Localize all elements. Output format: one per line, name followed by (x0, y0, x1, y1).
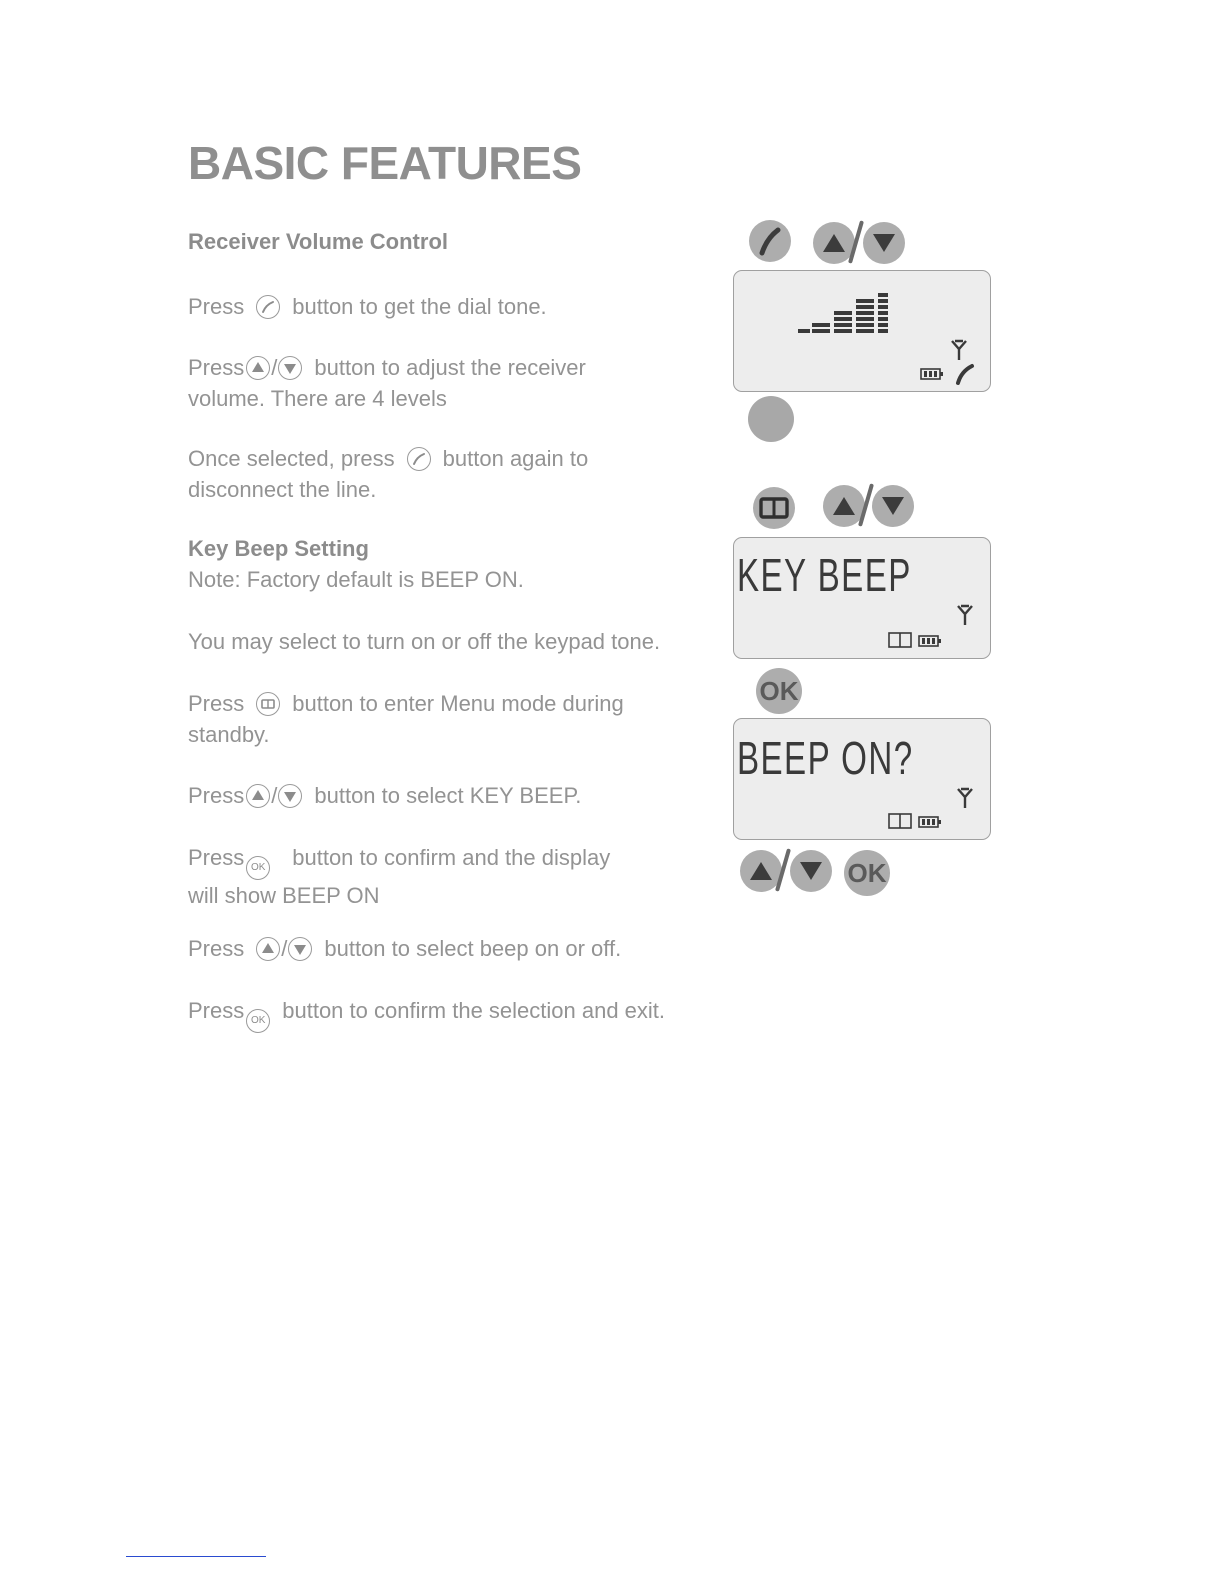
key-beep-step-2-post: button to select KEY BEEP. (314, 783, 582, 808)
key-beep-step-1-post: button to enter Menu mode during (292, 691, 624, 716)
talk-button-icon (407, 447, 431, 471)
key-beep-step-1 (188, 688, 624, 750)
up-button-icon (256, 937, 280, 961)
up-button-icon (246, 356, 270, 380)
volume-bar-block (812, 323, 830, 327)
volume-bar-base (798, 329, 810, 333)
volume-bar-block (878, 305, 888, 309)
key-beep-step-1-pre: Press (188, 691, 245, 716)
key-beep-step-5-post: button to confirm the selection and exit. (282, 998, 666, 1023)
volume-bar-block (834, 323, 852, 327)
signal-antenna-icon (956, 604, 974, 626)
separator: / (271, 355, 278, 380)
ok-button-icon: OK (246, 1009, 270, 1033)
ok-button-icon: OK (246, 856, 270, 880)
lcd-beep-on-display (733, 718, 991, 840)
volume-bar-block (834, 317, 852, 321)
menu-book-button-icon (753, 487, 795, 529)
key-beep-step-2 (188, 780, 581, 811)
down-button-icon (790, 850, 832, 892)
key-beep-step-5 (188, 995, 665, 1033)
volume-bar-block (878, 323, 888, 327)
key-beep-step-1-line2: standby. (188, 722, 270, 747)
receiver-step-3 (188, 443, 588, 505)
key-beep-step-3-post: button to confirm and the display (292, 845, 611, 870)
ok-button-icon (844, 850, 890, 896)
volume-bar-block (856, 305, 874, 309)
key-beep-step-4 (188, 933, 621, 964)
key-beep-note: Note: Factory default is BEEP ON. (188, 567, 524, 592)
volume-bar-3 (856, 299, 874, 333)
volume-bar-block (834, 311, 852, 315)
volume-bar-block (856, 299, 874, 303)
key-beep-step-5-pre: Press (188, 998, 245, 1023)
signal-antenna-icon (956, 787, 974, 809)
receiver-step-2 (188, 352, 586, 414)
lcd-beep-on-text: BEEP ON? (737, 732, 914, 784)
key-beep-intro: You may select to turn on or off the keypad tone. (188, 629, 661, 654)
receiver-step-3-line2: disconnect the line. (188, 477, 377, 502)
footer-rule (126, 1556, 266, 1557)
key-beep-step-3 (188, 842, 610, 911)
receiver-step-3-post: button again to (442, 446, 589, 471)
menu-book-icon (256, 692, 280, 716)
key-beep-step-4-pre: Press (188, 936, 245, 961)
volume-bar-block (878, 329, 888, 333)
down-button-icon (278, 356, 302, 380)
menu-book-icon (888, 812, 912, 830)
receiver-step-1 (188, 291, 547, 322)
volume-level-bars (798, 293, 888, 335)
key-beep-heading: Key Beep Setting (188, 536, 369, 561)
battery-icon (918, 815, 942, 829)
volume-bar-block (834, 329, 852, 333)
volume-bar-block (856, 311, 874, 315)
signal-antenna-icon (950, 339, 968, 361)
volume-bar-2 (834, 311, 852, 333)
up-button-icon (246, 784, 270, 808)
volume-bar-1 (812, 323, 830, 333)
separator: / (281, 936, 288, 961)
receiver-step-2-post: button to adjust the receiver (314, 355, 586, 380)
talk-button-icon (256, 295, 280, 319)
battery-icon (918, 634, 942, 648)
talk-button-press-icon (748, 396, 794, 442)
separator: / (271, 783, 278, 808)
key-beep-step-2-pre: Press (188, 783, 245, 808)
battery-icon (920, 367, 944, 381)
talk-button-icon (749, 220, 791, 262)
down-button-icon (278, 784, 302, 808)
receiver-volume-heading: Receiver Volume Control (188, 229, 448, 254)
key-beep-step-3-line2: will show BEEP ON (188, 883, 380, 908)
volume-bar-block (812, 329, 830, 333)
receiver-step-2-pre: Press (188, 355, 245, 380)
volume-bar-block (856, 329, 874, 333)
menu-book-icon (888, 631, 912, 649)
receiver-step-1-pre: Press (188, 294, 245, 319)
receiver-step-2-line2: volume. There are 4 levels (188, 386, 447, 411)
volume-bar-block (878, 299, 888, 303)
receiver-step-1-post: button to get the dial tone. (292, 294, 547, 319)
volume-bar-4 (878, 293, 888, 333)
volume-bar-block (878, 317, 888, 321)
off-hook-phone-icon (954, 363, 976, 385)
ok-button-label: OK (759, 675, 799, 706)
key-beep-step-3-pre: Press (188, 845, 245, 870)
lcd-volume-display (733, 270, 991, 392)
receiver-step-3-pre: Once selected, press (188, 446, 395, 471)
volume-bar-block (856, 317, 874, 321)
page-title: BASIC FEATURES (188, 137, 582, 189)
down-button-icon (288, 937, 312, 961)
lcd-key-beep-display (733, 537, 991, 659)
volume-bar-block (856, 323, 874, 327)
volume-bar-block (878, 293, 888, 297)
down-button-icon (863, 222, 905, 264)
ok-button-icon (756, 668, 802, 714)
lcd-key-beep-text: KEY BEEP (737, 549, 912, 601)
volume-bar-block (878, 311, 888, 315)
key-beep-step-4-post: button to select beep on or off. (324, 936, 622, 961)
ok-button-label: OK (847, 857, 887, 888)
down-button-icon (872, 485, 914, 527)
